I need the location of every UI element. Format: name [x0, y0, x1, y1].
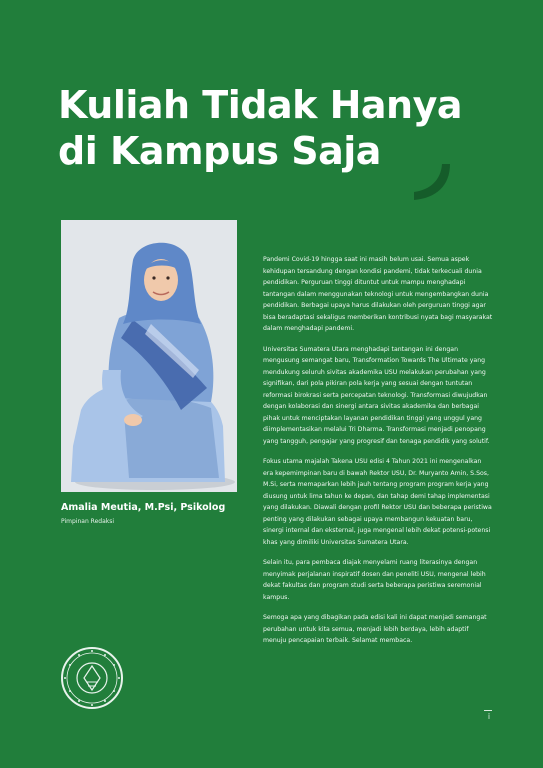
page-number-rule — [484, 710, 492, 711]
author-photo-illustration — [61, 220, 237, 492]
page-number-text: i — [487, 712, 491, 721]
author-name: Amalia Meutia, M.Psi, Psikolog — [61, 502, 226, 513]
university-seal-icon — [60, 646, 124, 710]
author-photo — [61, 220, 237, 492]
arc-decoration-icon — [410, 162, 454, 202]
title-line-1: Kuliah Tidak Hanya — [58, 83, 463, 127]
paragraph: Pandemi Covid-19 hingga saat ini masih belum usai. Semua aspek kehidupan tersandung dengan kondisi pandemi, tidak terkecuali dunia pendidikan. Perguruan tinggi dituntut untuk mampu menghadapi tantangan dalam menggunakan teknologi untuk mengembangkan dunia pendidikan. Berbagai upaya harus dilakukan oleh perguruan tinggi agar bisa beradaptasi sekaligus memberikan kontribusi nyata bagi masyarakat dalam menghadapi pandemi. — [263, 256, 493, 332]
author-role: Pimpinan Redaksi — [61, 518, 115, 525]
paragraph: Selain itu, para pembaca diajak menyelami ruang literasinya dengan menyimak perjalanan inspiratif dosen dan peneliti USU, mengenal lebih dekat fakultas dan program studi serta beberapa peristiwa seremonial kampus. — [263, 559, 486, 601]
paragraph: Universitas Sumatera Utara menghadapi tantangan ini dengan mengusung semangat baru, Transformation Towards The Ultimate yang mendukung seluruh sivitas akademika USU melakukan perubahan yang signifikan, dari pola pikiran pola kerja yang sesuai dengan tuntutan reformasi birokrasi serta percepatan teknologi. Transformasi diwujudkan dengan kolaborasi dan sinergi antara sivitas akademika dan berbagai pihak untuk menciptakan layanan pendidikan tinggi yang unggul yang diimplementasikan melalui Tri Dharma. Transformasi menjadi penopang yang tangguh, pengajar yang progresif dan tenaga pendidik yang solutif. — [263, 345, 490, 445]
page-title — [58, 82, 498, 174]
paragraph: Fokus utama majalah Takena USU edisi 4 Tahun 2021 ini mengenalkan era kepemimpinan baru di bawah Rektor USU, Dr. Muryanto Amin, S.Sos, M.Si, serta memaparkan lebih jauh tentang program program kerja yang diusung untuk lima tahun ke depan, dan tahap demi tahap implementasi yang dilakukan. Diawali dengan profil Rektor USU dan beberapa peristiwa penting yang dilakukan sebagai upaya membangun kekuatan baru, sinergi internal dan eksternal, juga mengenal lebih dekat potensi-potensi khas yang dimiliki Universitas Sumatera Utara. — [263, 458, 492, 546]
title-line-2: di Kampus Saja — [58, 129, 381, 173]
article-body — [263, 254, 493, 656]
paragraph: Semoga apa yang dibagikan pada edisi kali ini dapat menjadi semangat perubahan untuk kita semua, menjadi lebih berdaya, lebih adaptif menuju pencapaian terbaik. Selamat membaca. — [263, 614, 487, 644]
